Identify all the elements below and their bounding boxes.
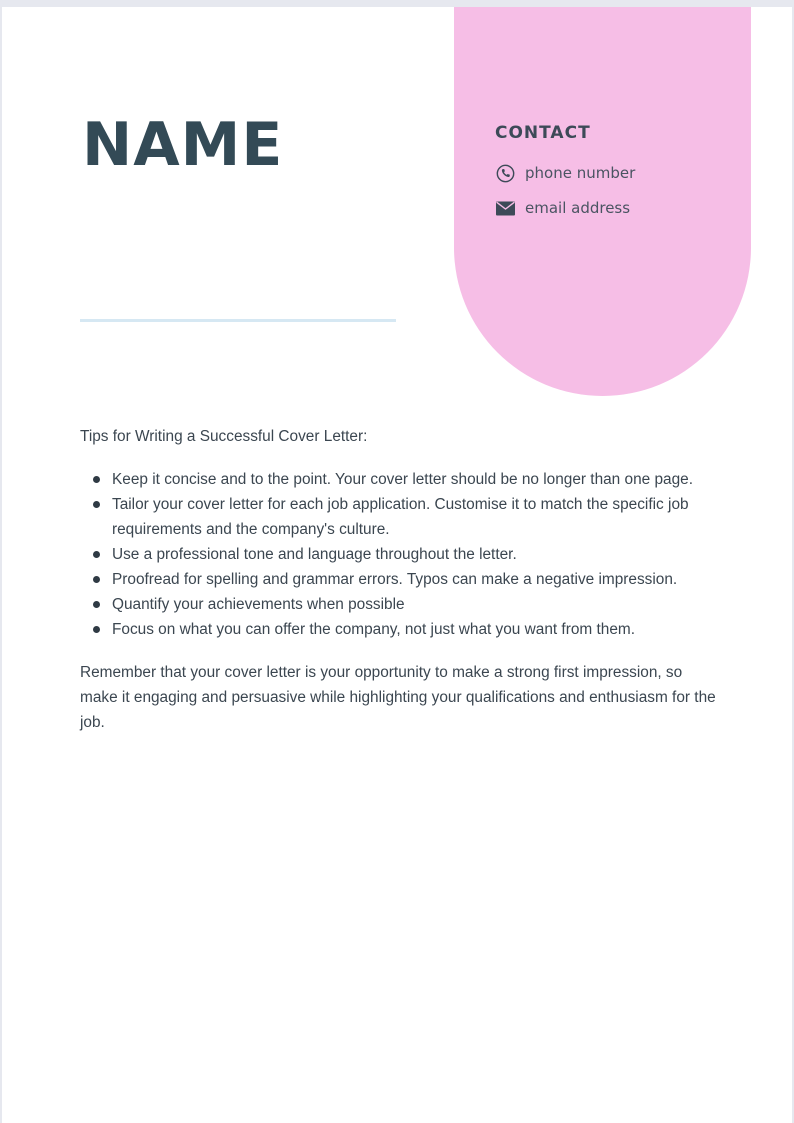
contact-email-row xyxy=(495,198,630,218)
phone-icon xyxy=(495,163,515,183)
list-item: Use a professional tone and language throughout the letter. xyxy=(112,542,720,567)
document-page xyxy=(2,7,792,1123)
envelope-icon xyxy=(495,198,515,218)
name-title: NAME xyxy=(82,110,284,180)
name-divider xyxy=(80,319,396,322)
contact-panel xyxy=(454,7,751,396)
contact-heading: CONTACT xyxy=(495,123,591,143)
letter-body xyxy=(80,424,720,735)
tips-intro: Tips for Writing a Successful Cover Letter: xyxy=(80,428,368,445)
email-address-text: email address xyxy=(525,199,631,217)
tips-list xyxy=(80,467,720,642)
list-item: Proofread for spelling and grammar errors. Typos can make a negative impression. xyxy=(112,567,720,592)
list-item: Quantify your achievements when possible xyxy=(112,592,720,617)
phone-number-text: phone number xyxy=(525,164,636,182)
contact-phone-row xyxy=(495,163,635,183)
list-item: Keep it concise and to the point. Your cover letter should be no longer than one page. xyxy=(112,467,720,492)
list-item: Focus on what you can offer the company, not just what you want from them. xyxy=(112,617,720,642)
closing-paragraph: Remember that your cover letter is your opportunity to make a strong first impression, so make it engaging and persuasive while highlighting your qualifications and enthusiasm for the job. xyxy=(80,664,716,731)
list-item: Tailor your cover letter for each job application. Customise it to match the specific job requirements and the company's culture. xyxy=(112,492,720,542)
